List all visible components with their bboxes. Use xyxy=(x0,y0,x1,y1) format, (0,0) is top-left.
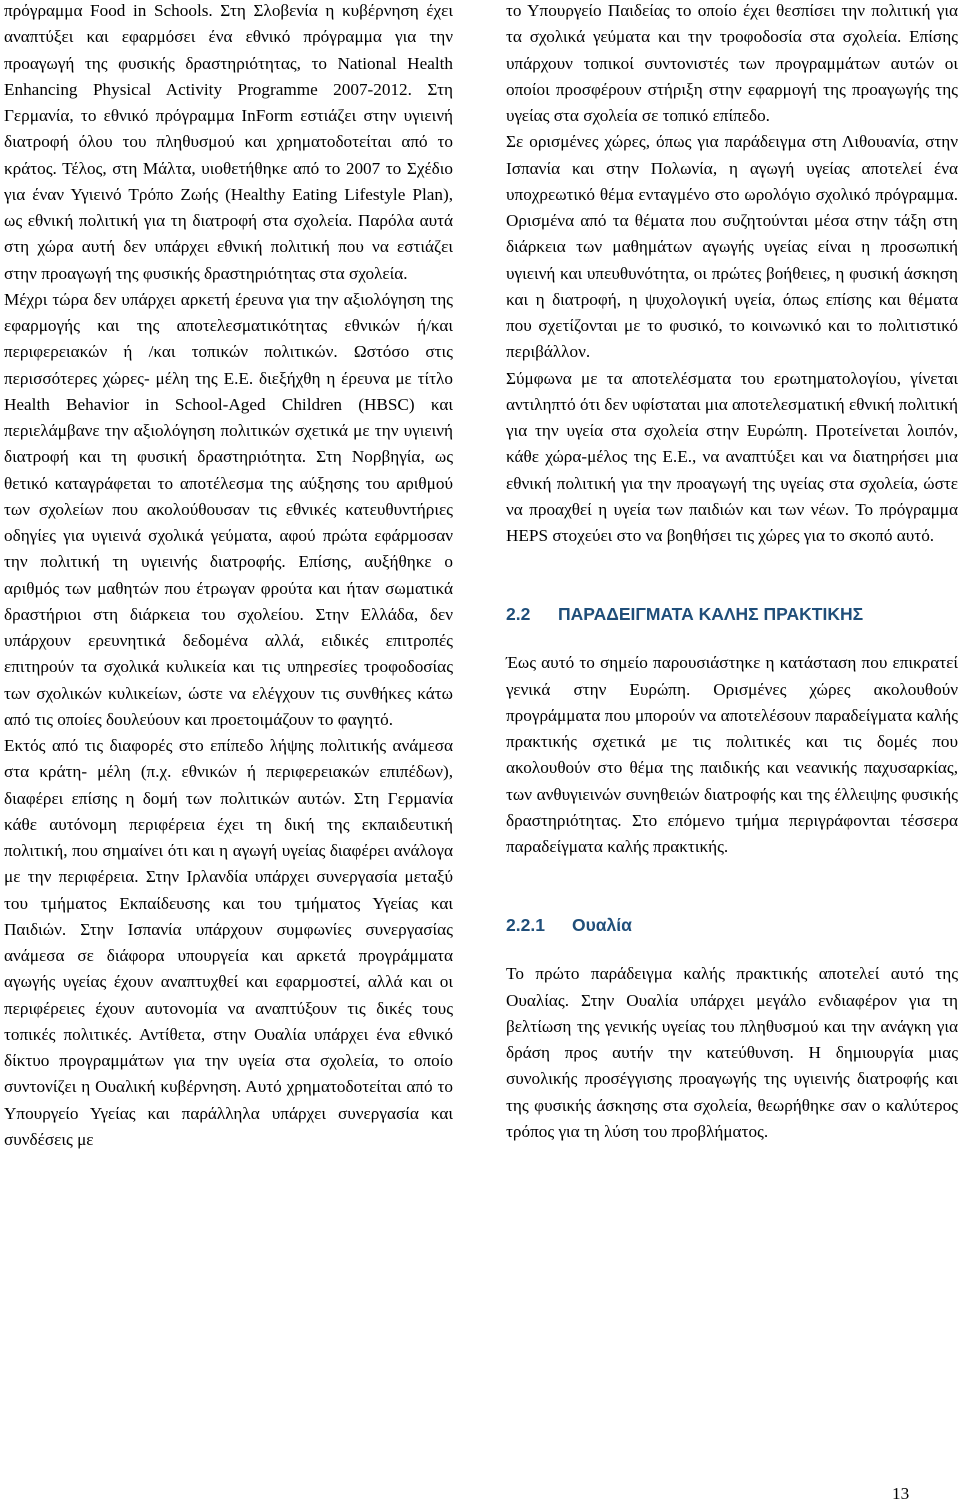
section-number: 2.2.1 xyxy=(506,915,545,936)
section-title: Ουαλία xyxy=(572,915,632,936)
body-paragraph: Εκτός από τις διαφορές στο επίπεδο λήψης πολιτικής ανάμεσα στα κράτη- μέλη (π.χ. εθνικών ή περιφερειακών επιπέδων), διαφέρει επίσης η δομή των πολιτικών αυτών. Στη Γερμανία κάθε αυτόνομη περιφέρεια έχει τη δική της εκπαιδευτική πολιτική, που σημαίνει ότι και η αγωγή υγείας διαφέρει ανάλογα με την περιφέρεια. Στην Ιρλανδία υπάρχει συνεργασία μεταξύ του τμήματος Εκπαίδευσης και του τμήματος Υγείας και Παιδιών. Στην Ισπανία υπάρχουν συμφωνίες συνεργασίας ανάμεσα σε διάφορα υπουργεία και αρκετά προγράμματα αγωγής υγείας έχουν αναπτυχθεί και εφαρμοστεί, αλλά και οι περιφέρειες έχουν αυτονομία να αναπτύξουν τις δικές τους τοπικές πολιτικές. Αντίθετα, στην Ουαλία υπάρχει ένα εθνικό δίκτυο προγραμμάτων για την υγεία στα σχολεία, το οποίο συντονίζει η Ουαλική κυβέρνηση. Αυτό χρηματοδοτείται από το Υπουργείο Υγείας και παράλληλα υπάρχει συνεργασία και συνδέσεις με xyxy=(4,736,453,1149)
section-title: ΠΑΡΑΔΕΙΓΜΑΤΑ ΚΑΛΗΣ ΠΡΑΚΤΙΚΗΣ xyxy=(558,604,864,625)
body-paragraph: Έως αυτό το σημείο παρουσιάστηκε η κατάσταση που επικρατεί γενικά στην Ευρώπη. Ορισμένες χώρες ακολουθούν προγράμματα που μπορούν να αποτελέσουν παραδείγματα καλής πρακτικής σχετικά με τις πολιτικές και τις δομές που ακολουθούν στο θέμα της παιδικής και νεανικής παχυσαρκίας, των ανθυγιεινών συνηθειών διατροφής και της έλλειψης φυσικής δραστηριότητας. Στο επόμενο τμήμα περιγράφονται τέσσερα παραδείγματα καλής πρακτικής. xyxy=(506,653,958,856)
body-paragraph: πρόγραμμα Food in Schools. Στη Σλοβενία η κυβέρνηση έχει αναπτύξει και εφαρμόσει ένα εθνικό πρόγραμμα για την προαγωγή της φυσικής δραστηριότητας, το National Health Enhancing Physical Activity Programme 2007-2012. Στη Γερμανία, το εθνικό πρόγραμμα InForm εστιάζει στην υγιεινή διατροφή όλου του πληθυσμού και χρηματοδοτείται από το κράτος. Τέλος, στη Μάλτα, υιοθετήθηκε από το 2007 το Σχέδιο για έναν Υγιεινό Τρόπο Ζωής (Healthy Eating Lifestyle Plan), ως εθνική πολιτική για τη διατροφή στα σχολεία. Παρόλα αυτά στη χώρα αυτή δεν υπάρχει εθνική πολιτική που να εστιάζει στην προαγωγή της φυσικής δραστηριότητας στα σχολεία. xyxy=(4,1,453,283)
body-paragraph: Σύμφωνα με τα αποτελέσματα του ερωτηματολογίου, γίνεται αντιληπτό ότι δεν υφίσταται μια αποτελεσματική εθνική πολιτική για την υγεία στα σχολεία στην Ευρώπη. Προτείνεται λοιπόν, κάθε χώρα-μέλος της Ε.Ε., να αναπτύξει και να διατηρήσει μια εθνική πολιτική για την προαγωγή της υγείας στα σχολεία, ώστε να προαχθεί η υγεία των παιδιών και των νέων. Το πρόγραμμα HEPS στοχεύει στο να βοηθήσει τις χώρες για το σκοπό αυτό. xyxy=(506,368,958,545)
page-number: 13 xyxy=(892,1484,910,1503)
left-column xyxy=(4,0,453,1153)
right-column xyxy=(506,0,958,1145)
body-paragraph: Το πρώτο παράδειγμα καλής πρακτικής αποτελεί αυτό της Ουαλίας. Στην Ουαλία υπάρχει μεγάλο ενδιαφέρον για τη βελτίωση της γενικής υγείας του πληθυσμού και την ανάγκη για δράση προς αυτήν την κατεύθυνση. Η δημιουργία μιας συνολικής προσέγγισης προαγωγής της υγιεινής διατροφής και της φυσικής άσκησης στα σχολεία, θεωρήθηκε σαν ο καλύτερος τρόπος για τη λύση του προβλήματος. xyxy=(506,964,958,1141)
body-paragraph: Μέχρι τώρα δεν υπάρχει αρκετή έρευνα για την αξιολόγηση της εφαρμογής και της αποτελεσματικότητας εθνικών ή/και περιφερειακών ή /και τοπικών πολιτικών. Ωστόσο στις περισσότερες χώρες- μέλη της Ε.Ε. διεξήχθη η έρευνα με τίτλο Health Behavior in School-Aged Children (HBSC) και περιελάμβανε την αξιολόγηση πολιτικών σχετικά με την υγιεινή διατροφή και τη φυσική δραστηριότητα. Στη Νορβηγία, ως θετικό καταγράφεται το αποτέλεσμα της αύξησης του αριθμού των σχολείων που ακολούθουσαν τις εθνικές κατευθυντήριες οδηγίες για υγιεινά σχολικά γεύματα, αφού πρώτα εφάρμοσαν την πολιτική τη υγιεινής διατροφής. Επίσης, αυξήθηκε ο αριθμός των μαθητών που έτρωγαν φρούτα και ήταν σωματικά δραστήριοι στη διάρκεια του σχολείου. Στην Ελλάδα, δεν υπάρχουν ερευνητικά δεδομένα αλλά, ειδικές επιτροπές επιτηρούν τα σχολικά κυλικεία και τις υπηρεσίες τροφοδοσίας των σχολικών κυλικείων, ώστε να ελέγχουν τις συνθήκες κάτω από τις οποίες δουλεύουν και προετοιμάζουν το φαγητό. xyxy=(4,289,453,729)
section-heading-2-2 xyxy=(506,601,958,627)
section-number: 2.2 xyxy=(506,604,531,625)
body-paragraph: το Υπουργείο Παιδείας το οποίο έχει θεσπίσει την πολιτική για τα σχολικά γεύματα και την τροφοδοσία στα σχολεία. Επίσης υπάρχουν τοπικοί συντονιστές των προγραμμάτων αυτών οι οποίοι προσφέρουν στήριξη στην εφαρμογή της προαγωγής της υγείας στα σχολεία σε τοπικό επίπεδο. xyxy=(506,1,958,125)
section-heading-2-2-1 xyxy=(506,912,958,938)
body-paragraph: Σε ορισμένες χώρες, όπως για παράδειγμα στη Λιθουανία, στην Ισπανία και στην Πολωνία, η αγωγή υγείας αποτελεί ένα υποχρεωτικό θέμα ενταγμένο στο ωρολόγιο σχολικό πρόγραμμα. Ορισμένα από τα θέματα που συζητούνται μέσα στην τάξη στη διάρκεια των μαθημάτων αγωγής υγείας είναι η προσωπική υγιεινή και υπευθυνότητα, οι πρώτες βοήθειες, η φυσική άσκηση και η διατροφή, η ψυχολογική υγεία, όπως επίσης και θέματα που σχετίζονται με το φυσικό, το κοινωνικό και το πολιτιστικό περιβάλλον. xyxy=(506,132,958,362)
